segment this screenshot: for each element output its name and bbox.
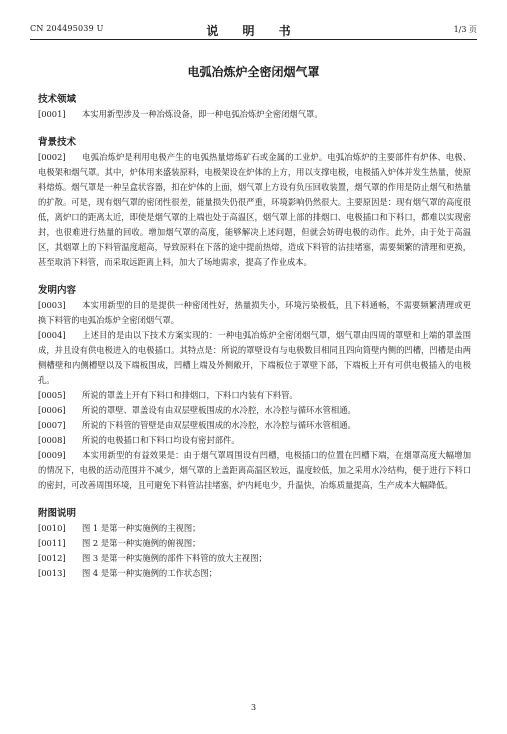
figure-description	[38, 521, 471, 536]
figure-description	[38, 551, 471, 566]
paragraph-number: [0003]	[38, 300, 66, 310]
figure-description	[38, 566, 471, 581]
paragraph	[38, 298, 471, 328]
figure-description	[38, 536, 471, 551]
paragraph-text: 图 1 是第一种实施例的主视图；	[82, 523, 201, 533]
paragraph-number: [0001]	[38, 109, 66, 119]
paragraph-text: 本实用新型的有益效果是：由于烟气罩周围设有凹槽，电极插口的位置在凹槽下端，在烟罩高度大幅增加的情况下，电极的活动范围并不减少，烟气罩的上盖距离高温区较远，温度较低，加之采用水冷结构，便于进行下料口的密封，可改善周围环境，且可避免下料管沾挂堵塞，炉内耗电少，升温快，冶炼质量提高，生产成本大幅降低。	[38, 450, 471, 490]
paragraph-number: [0008]	[38, 435, 66, 445]
paragraph-number: [0004]	[38, 330, 66, 340]
paragraph-text: 所说的罩盖上开有下料口和排烟口，下料口内装有下料管。	[82, 390, 298, 400]
paragraph-number: [0002]	[38, 152, 66, 162]
paragraph-number: [0011]	[38, 538, 66, 548]
section-heading-tech-field: 技术领域	[38, 94, 77, 105]
paragraph-text: 所说的罩壁、罩盖设有由双层壁板围成的水冷腔，水冷腔与循环水管相通。	[82, 405, 356, 415]
paragraph-text: 所说的下料管的管壁是由双层壁板围成的水冷腔，水冷腔与循环水管相通。	[82, 420, 356, 430]
section-heading-content: 发明内容	[38, 285, 77, 296]
paragraph-number: [0010]	[38, 523, 66, 533]
paragraph-text: 本实用新型的目的是提供一种密闭性好，热量损失小，环境污染极低，且下料通畅，不需要频繁清理或更换下料管的电弧冶炼炉全密闭烟气罩。	[38, 300, 471, 325]
paragraph-text: 本实用新型涉及一种冶炼设备，即一种电弧冶炼炉全密闭烟气罩。	[82, 109, 323, 119]
paragraph-text: 图 4 是第一种实施例的工作状态图；	[82, 568, 218, 578]
paragraph-text: 电弧冶炼炉是利用电极产生的电弧热量熔炼矿石或金属的工业炉。电弧冶炼炉的主要部件有炉体、电极、电极架和烟气罩。其中，炉体用来盛装原料，电极架设在炉体的上方，用以支撑电极，电极插入炉体并发生热量，使原料熔炼。烟气罩是一种呈盒状容器，扣在炉体的上面，烟气罩上方设有负压回收装置，烟气罩的作用是防止烟气和热量的扩散。可是，现有烟气罩的密闭性很差，能量损失仍很严重，环境影响仍然很大。主要原因是：现有烟气罩的高度很低，离炉口的距离太近，即使是烟气罩的上端也处于高温区，烟气罩上部的排烟口、电极插口和下料口，都难以实现密封，也很难进行热量的回收。增加烟气罩的高度，能够解决上述问题，但就会妨碍电极的动作。此外，由于处于高温区，其烟罩上的下料管温度超高，导致原料在下落的途中提前热熔，造成下料管的沾挂堵塞，需要频繁的清理和更换，甚至取消下料管，而采取远距离上料，加大了场地需求，提高了作业成本。	[38, 152, 471, 267]
paragraph-number: [0006]	[38, 405, 66, 415]
document-title: 电弧冶炼炉全密闭烟气罩	[187, 65, 320, 79]
paragraph	[38, 403, 471, 418]
paragraph	[38, 448, 471, 493]
paragraph-text: 图 2 是第一种实施例的俯视图；	[82, 538, 201, 548]
page-header	[30, 22, 477, 40]
paragraph	[38, 388, 471, 403]
page-info: 1/3 页	[453, 25, 477, 34]
paragraph	[38, 433, 471, 448]
paragraph-number: [0007]	[38, 420, 66, 430]
paragraph-number: [0005]	[38, 390, 66, 400]
paragraph	[38, 107, 471, 122]
paragraph-text: 图 3 是第一种实施例的部件下料管的放大主视图；	[82, 553, 267, 563]
paragraph-number: [0009]	[38, 450, 66, 460]
paragraph	[38, 150, 471, 270]
section-heading-background: 背景技术	[38, 137, 77, 148]
paragraph	[38, 418, 471, 433]
document-type: 说 明 书	[206, 24, 301, 38]
paragraph-text: 上述目的是由以下技术方案实现的：一种电弧冶炼炉全密闭烟气罩，烟气罩由四周的罩壁和上端的罩盖围成，并且设有供电极进入的电极插口。其特点是：所说的罩壁设有与电极数目相同且四向筒壁内侧的凹槽，凹槽是由两侧槽壁和内侧槽壁以及下端板围成，凹槽上端及外侧敞开，下端板位于罩壁下部，下端板上开有可供电极插入的电极孔。	[38, 330, 471, 385]
paragraph-number: [0013]	[38, 568, 66, 578]
page-number: 3	[250, 703, 257, 712]
section-heading-figures: 附图说明	[38, 508, 77, 519]
paragraph-number: [0012]	[38, 553, 66, 563]
header-rule	[30, 39, 477, 40]
paragraph	[38, 328, 471, 388]
patent-number: CN 204495039 U	[30, 24, 104, 33]
document-body	[38, 93, 471, 581]
paragraph-text: 所说的电极插口和下料口均设有密封部件。	[82, 435, 240, 445]
